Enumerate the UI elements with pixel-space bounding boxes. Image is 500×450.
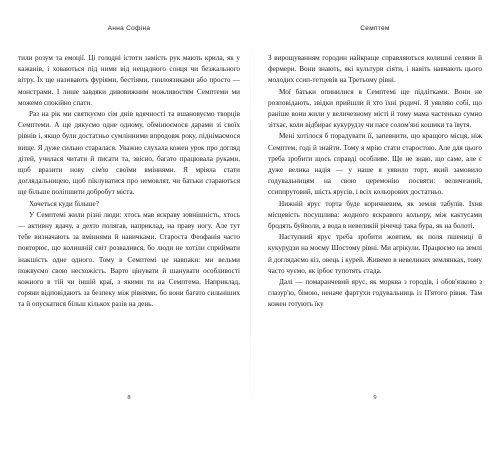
left-page-number: 8: [127, 394, 131, 401]
left-page: [18, 0, 240, 450]
left-running-head: Анна Софіна: [107, 25, 151, 32]
left-paragraph-1: тили розум та емоції. Ці голодні істоти замість рук мають крила, як у кажанів, і ховаються під ними від нещадного сонця чи безжального вітру. Їх ще називають фуріями, бестіями, гнилоязиками або просто — монстрами. І лише завдяки дивовижним можливостям Семптеми ми можемо спокійно спати.: [18, 54, 240, 107]
left-paragraph-3: Хочеться куди більше?: [29, 199, 99, 208]
right-page-body: [268, 53, 482, 311]
right-paragraph-1: З вирощуванням городин найкраще справляються колишні селяни й фермери. Вони знають, які культури сіяти, і навіть навчають цього молодих ссип-тетцевів на Третьому рівні.: [268, 54, 482, 85]
gutter: [250, 0, 251, 450]
right-page: [268, 0, 482, 450]
right-paragraph-2: Мої батьки опинилися в Семптемі ще підлітками. Вони не розповідають, звідки прийшли й хто їхні родичі. Я уявляю собі, що раніше вони жили у величезному місті й тому мама частенько сумно зітхає, коли відбирає кукурудзу чи пасе солом'яні кошики та ївутя.: [268, 87, 482, 130]
left-paragraph-2: Раз на рік ми святкуємо сім днів вдячності та вшановуємо творців Семптеми. А ще дякуємо одне одному, обмінюємося дарами зі своїх рівнів і, якщо були достатньо сумлінними впродовж року, піднімаємося вище. Я дуже сильно старалася. Уважно слухала кожен урок про догляд дітей, училася читати й писати та, звісно, багато працювала руками, щоб вразити нову сім'ю своїми вміннями. Я мріяла стати доглядальницею, щоб піклуватися про немовлят, чи батьки стараються ще більше поліпшити добробут міста.: [18, 110, 240, 197]
right-paragraph-3: Мені хотілося б порадувати її, запевнити, що кращого місця, ніж Семптем, годі й знайти. Тому я мрію стати старостою. Але для цього треба зробити щось справді особливе. Ще не знаю, що саме, але є дуже велика надія — у наше я уявило торт, який замовило годувальницям на свою церемонію посвяти: величезний, ссиппрутовий, шість ярусів, і всіх кольорових достатньо.: [268, 132, 482, 197]
left-page-body: [18, 53, 240, 311]
right-paragraph-4: Нижній ярус торта буде коричневим, як земля табулів. Іхня місцевість посушлива: жодного яскравого кольору, між кактусами бродять буйволи, а вода в невеликій річечці така бура, як на болоті.: [268, 199, 482, 231]
left-paragraph-4: У Семптемі жили різні люди: хтось мав яскраву зовнішність, хтось — активну вдачу, а дехто полягав, наприклад, на праву ногу. Але тут тебе визначають за вміннями й навичками. Старостa Феофанія часто повторює, що колишній світ розвалився, бо люди не хотіли сприймати інакшість одне одного. Тому в Семптемі це навпаки: ми вельми пожвуємо свою несхожість. Варто цінувати й шанувати особливості кожного в тій чи іншій краї, з якими ти на Семптема. Наприклад, горяни відповідають за безпеку між рівнями, бо вони багато сильніших та й опускатися більш кількох разів на день.: [18, 210, 240, 309]
right-page-number: 9: [373, 394, 377, 401]
right-paragraph-5: Наступний ярус треба зробити жовтим, як поля пшениці й кукурудзи на моєму Шостому рівні. Ми агрікули. Працюємо на землі й доглядаємо кіз, овець і курей. Живемо в невеликих землянках, тому часто чуємо, як ірбоє тупотять стада.: [268, 233, 482, 275]
right-running-head: Семптем: [360, 25, 390, 32]
right-paragraph-6: Далі — помаранчевий ярус, як морква з городів, і обов'язково з глазур'ю, бімою, неначе фартухи годувальниць із П'ятого рівня. Там кожен готують їку: [268, 278, 482, 309]
